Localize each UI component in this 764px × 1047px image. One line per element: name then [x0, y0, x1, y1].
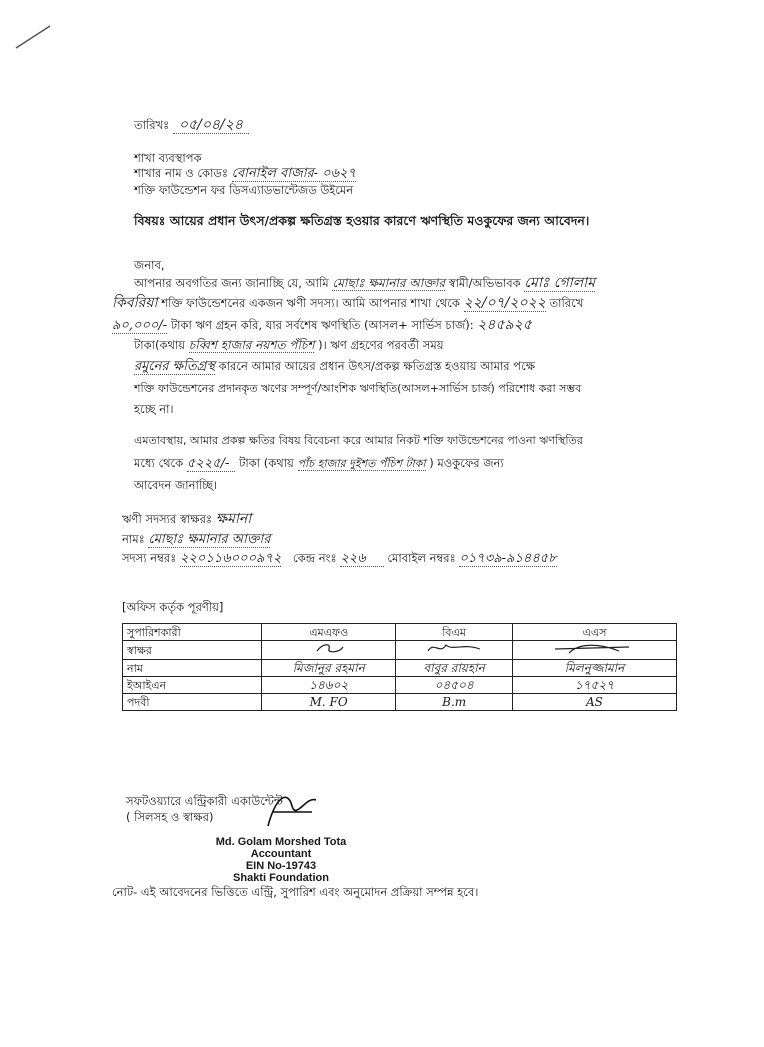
- para2-line1: এমতাবস্থায়, আমার প্রকল্প ক্ষতির বিষয় বিবেচনা করে আমার নিকট শক্তি ফাউন্ডেশনের পাওনা ঋণস্থিতির: [134, 434, 583, 447]
- mobile-label: মোবাইল নম্বরঃ: [387, 551, 456, 565]
- stamp-name: Md. Golam Morshed Tota: [215, 836, 347, 848]
- table-header-cell: এমএফও: [262, 624, 396, 641]
- applicant-ids-line: [122, 551, 557, 566]
- para-text: টাকা ঋণ গ্রহন করি, যার সর্বশেষ ঋণস্থিতি (আসল+ সার্ভিস চার্জ):: [170, 318, 474, 332]
- loan-date-handwritten: ২২/০৭/২০২২: [463, 295, 546, 311]
- table-row: [123, 694, 677, 711]
- mobile-number-value: ০১৭৩৯-৯১৪৪৫৮: [459, 551, 557, 566]
- row-label: ইআইএন: [123, 677, 262, 694]
- table-cell: M. FO: [262, 694, 396, 711]
- applicant-name-value: মোছাঃ ক্ষমানার আক্তার: [148, 532, 271, 547]
- table-row: [123, 641, 677, 660]
- accountant-stamp: [196, 836, 366, 884]
- date-line: [134, 118, 249, 132]
- para1-line1: [134, 272, 595, 294]
- footer-note: নোট- এই আবেদনের ভিত্তিতে এন্ট্রি, সুপারিশ এবং অনুমোদন প্রক্রিয়া সম্পন্ন হবে।: [112, 885, 479, 899]
- member-number-value: ২২০১১৬০০০৯৭২: [179, 551, 282, 566]
- name-label: নামঃ: [122, 532, 145, 546]
- signature-mark-icon: [396, 641, 513, 660]
- reason-handwritten: রমুনের ক্ষতিগ্রস্থ: [134, 359, 215, 374]
- table-header-cell: এএস: [512, 624, 676, 641]
- table-header-row: [123, 624, 677, 641]
- para1-line5: [134, 355, 535, 378]
- applicant-name-handwritten: মোছাঃ ক্ষমানার আক্তার: [332, 276, 445, 290]
- branch-label: শাখার নাম ও কোডঃ: [134, 166, 229, 180]
- table-row: [123, 660, 677, 677]
- para-text: স্বামী/অভিভাবক: [448, 276, 521, 290]
- stamp-org: Shakti Foundation: [233, 872, 329, 884]
- date-label: তারিখঃ: [134, 118, 170, 132]
- applicant-sign-line: [122, 512, 251, 526]
- addressee-line2: [134, 166, 356, 181]
- loan-amount-handwritten: ৯০,০০০/-: [112, 318, 168, 333]
- para-text: আপনার অবগতির জন্য জানাচ্ছি যে, আমি: [134, 276, 329, 290]
- para1-line4: [134, 334, 444, 356]
- accountant-line2: ( সিলসহ ও স্বাক্ষর): [126, 810, 214, 824]
- stamp-title: Accountant: [250, 848, 312, 860]
- applicant-signature: ক্ষমানা: [215, 511, 252, 527]
- para2-line2: [134, 452, 504, 475]
- para-text: তারিখে: [549, 296, 584, 310]
- table-cell: AS: [512, 694, 676, 711]
- waiver-words-handwritten: পাঁচ হাজার দুইশত পঁচিশ টাকা: [297, 457, 426, 470]
- table-cell: ০৪৫০৪: [396, 677, 513, 694]
- para-text: ) মওকুফের জন্য: [429, 456, 504, 470]
- balance-words-handwritten: চব্বিশ হাজার নয়শত পঁচিশ: [188, 338, 315, 352]
- para1-line2: [112, 292, 583, 314]
- row-label: পদবী: [123, 694, 262, 711]
- stamp-ein: EIN No-19743: [245, 860, 317, 872]
- para-text: টাকা(কথায়: [134, 338, 186, 352]
- table-cell: B.m: [396, 694, 513, 711]
- para2-line3: আবেদন জানাচ্ছি।: [134, 478, 218, 492]
- table-cell: ১৭৫২৭: [512, 677, 676, 694]
- row-label: নাম: [123, 660, 262, 677]
- guardian-name-cont: কিবরিয়া: [112, 295, 158, 311]
- center-number-value: ২২৬: [340, 551, 383, 567]
- balance-handwritten: ২৪৫৯২৫: [477, 317, 532, 333]
- row-label: স্বাক্ষর: [123, 641, 262, 660]
- pencil-mark-icon: [14, 22, 54, 52]
- accountant-signature-icon: [262, 786, 322, 832]
- sign-label: ঋণী সদস্যর স্বাক্ষরঃ: [122, 512, 213, 526]
- guardian-name-handwritten: মোঃ গোলাম: [524, 275, 595, 291]
- table-cell: বাবুর রায়হান: [396, 660, 513, 677]
- branch-value: বোনাইল বাজার- ০৬২৭: [231, 166, 356, 181]
- addressee-line3: শক্তি ফাউন্ডেশন ফর ডিসএ্যাডভান্টেজড উইমেন: [134, 183, 354, 197]
- para1-line7: হচ্ছে না।: [134, 402, 174, 416]
- center-label: কেন্দ্র নংঃ: [293, 551, 337, 565]
- para-text: মধ্যে থেকে: [134, 456, 184, 470]
- addressee-line1: শাখা ব্যবস্থাপক: [134, 151, 202, 165]
- table-cell: মিজানুর রহমান: [262, 660, 396, 677]
- date-value: ০৫/০৪/২৪: [173, 117, 249, 134]
- signature-mark-icon: [262, 641, 396, 660]
- para-text: )। ঋণ গ্রহণের পরবর্তী সময়: [318, 338, 444, 352]
- para-text: টাকা (কথায়: [239, 456, 294, 470]
- member-label: সদস্য নম্বরঃ: [122, 551, 177, 565]
- table-header-cell: বিএম: [396, 624, 513, 641]
- office-table: [122, 623, 677, 711]
- office-heading: [অফিস কর্তৃক পূরণীয়]: [122, 600, 224, 614]
- subject-line: বিষয়ঃ আয়ের প্রধান উৎস/প্রকল্প ক্ষতিগ্রস্ত হওয়ার কারণে ঋণস্থিতি মওকুফের জন্য আবেদন।: [134, 213, 590, 228]
- accountant-line1: সফটওয়্যারে এন্ট্রিকারী একাউন্টেন্ট: [126, 794, 283, 808]
- signature-mark-icon: [512, 641, 676, 660]
- table-cell: মিলনুজ্জামান: [512, 660, 676, 677]
- table-cell: ১৪৬০২: [262, 677, 396, 694]
- para-text: শক্তি ফাউন্ডেশনের একজন ঋণী সদস্য। আমি আপনার শাখা থেকে: [161, 296, 460, 310]
- para-text: কারনে আমার আয়ের প্রধান উৎস/প্রকল্প ক্ষতিগ্রস্ত হওয়ায় আমার পক্ষে: [218, 359, 536, 373]
- waiver-amount-handwritten: ৫২২৫/-: [187, 456, 236, 472]
- applicant-name-line: [122, 532, 270, 547]
- para1-line6: শক্তি ফাউন্ডেশনের প্রদানকৃত ঋণের সম্পূর্ণ/আংশিক ঋণস্থিতি(আসল+সার্ভিস চার্জ) পরিশোধ করা সম্ভব: [134, 382, 582, 395]
- salutation: জনাব,: [134, 258, 165, 272]
- table-header-cell: সুপারিশকারী: [123, 624, 262, 641]
- table-row: [123, 677, 677, 694]
